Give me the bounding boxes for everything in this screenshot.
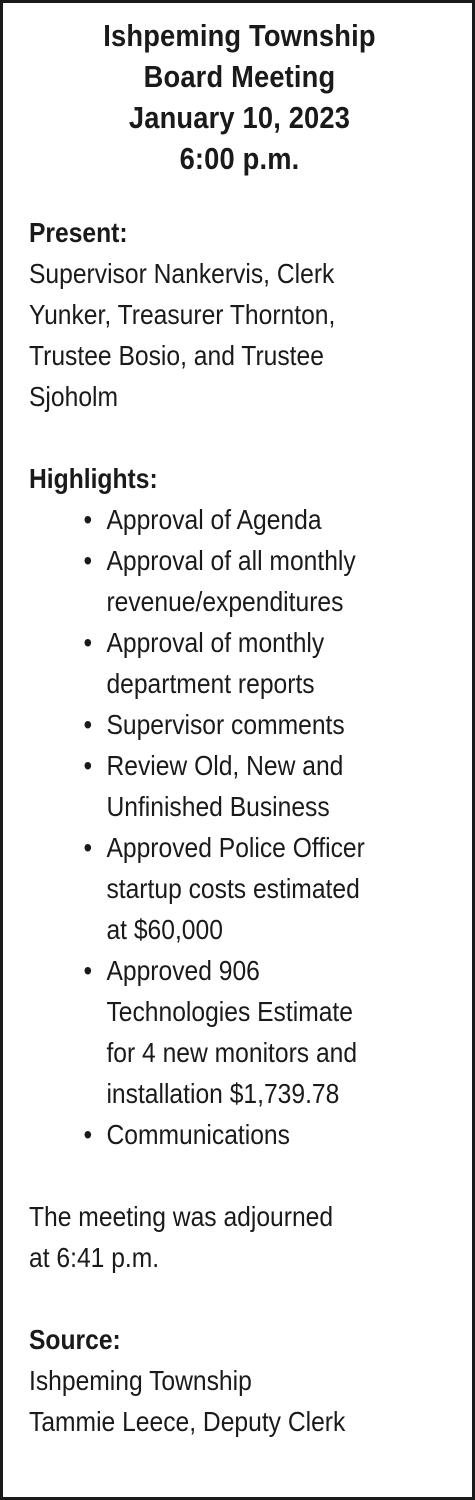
highlight-item — [84, 827, 475, 950]
present-line: Supervisor Nankervis, Clerk — [29, 258, 335, 289]
highlight-item-line: revenue/expenditures — [106, 586, 344, 617]
highlight-item — [84, 745, 475, 827]
highlight-item — [84, 499, 475, 540]
adjourned-text — [29, 1196, 448, 1278]
bullet-icon: • — [83, 627, 93, 658]
highlight-item — [84, 950, 475, 1114]
highlight-item-line: Approval of monthly — [106, 627, 325, 658]
highlights-heading: Highlights: — [29, 463, 158, 494]
source-text — [29, 1360, 448, 1442]
notice-title — [54, 15, 424, 179]
highlight-item-line: Approval of all monthly — [106, 545, 356, 576]
highlight-item-line: Communications — [106, 1119, 290, 1150]
title-line-4: 6:00 p.m. — [179, 141, 300, 176]
adjourned-line: The meeting was adjourned — [29, 1201, 334, 1232]
highlight-item — [84, 622, 475, 704]
highlight-item-line: startup costs estimated — [106, 873, 360, 904]
bullet-icon: • — [83, 504, 93, 535]
bullet-icon: • — [83, 955, 93, 986]
highlight-item-line: for 4 new monitors and — [106, 1037, 358, 1068]
present-line: Yunker, Treasurer Thornton, — [29, 299, 336, 330]
bullet-icon: • — [83, 750, 93, 781]
present-text — [29, 253, 448, 417]
highlight-item — [84, 1114, 475, 1155]
present-heading: Present: — [29, 217, 128, 248]
title-line-1: Ishpeming Township — [103, 18, 376, 53]
highlight-item-line: Technologies Estimate — [106, 996, 353, 1027]
title-line-3: January 10, 2023 — [128, 100, 351, 135]
bullet-icon: • — [83, 545, 93, 576]
highlight-item-line: Approval of Agenda — [106, 504, 322, 535]
highlight-item-line: Supervisor comments — [106, 709, 345, 740]
highlight-item-line: Approved Police Officer — [106, 832, 365, 863]
spacer — [29, 1278, 450, 1319]
spacer — [29, 417, 450, 458]
highlight-item-line: Review Old, New and — [106, 750, 344, 781]
highlight-item-line: at $60,000 — [106, 914, 223, 945]
title-line-2: Board Meeting — [143, 59, 336, 94]
highlight-item — [84, 540, 475, 622]
highlight-item-line: Approved 906 — [106, 955, 260, 986]
present-line: Sjoholm — [29, 381, 119, 412]
highlight-item-line: Unfinished Business — [106, 791, 330, 822]
present-line: Trustee Bosio, and Trustee — [29, 340, 324, 371]
highlight-item-line: department reports — [106, 668, 315, 699]
highlight-item-line: installation $1,739.78 — [106, 1078, 340, 1109]
source-heading: Source: — [29, 1324, 121, 1355]
source-line: Ishpeming Township — [29, 1365, 252, 1396]
bullet-icon: • — [83, 709, 93, 740]
bullet-icon: • — [83, 832, 93, 863]
highlight-item — [84, 704, 475, 745]
highlights-list — [29, 499, 475, 1155]
adjourned-line: at 6:41 p.m. — [29, 1242, 160, 1273]
source-line: Tammie Leece, Deputy Clerk — [29, 1406, 346, 1437]
bullet-icon: • — [83, 1119, 93, 1150]
spacer — [29, 1155, 450, 1196]
